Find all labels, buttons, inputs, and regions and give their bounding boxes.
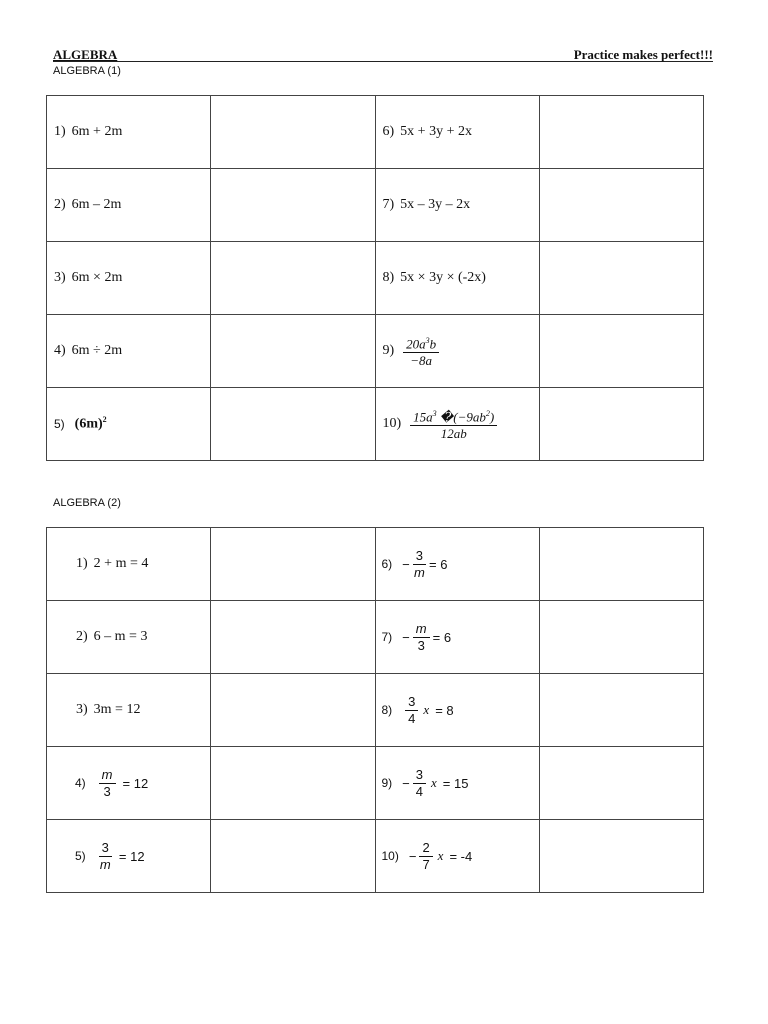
question-cell <box>47 528 211 601</box>
question-cell <box>375 388 539 461</box>
fraction-numerator: m <box>413 622 430 638</box>
question-number: 4) <box>75 776 86 790</box>
minus-sign: − <box>402 556 410 572</box>
fraction <box>410 407 497 441</box>
question-cell <box>375 96 539 169</box>
answer-cell[interactable] <box>539 388 703 461</box>
fraction-denominator: m <box>99 856 111 872</box>
exponent: 3 <box>425 335 430 345</box>
answer-cell[interactable] <box>539 315 703 388</box>
question-cell <box>47 315 211 388</box>
variable: x <box>437 848 444 863</box>
question-number: 1) <box>54 124 66 139</box>
equation-rhs: = 8 <box>435 702 454 718</box>
fraction <box>99 768 116 799</box>
question-number: 6) <box>381 557 393 571</box>
question-expression: 5x + 3y + 2x <box>400 124 472 139</box>
equation-rhs: = 6 <box>432 629 452 645</box>
answer-cell[interactable] <box>539 601 703 674</box>
equation-rhs: = 12 <box>118 848 145 864</box>
question-expression: 6 – m = 3 <box>93 629 148 644</box>
answer-cell[interactable] <box>539 96 703 169</box>
section-title-algebra-1: ALGEBRA (1) <box>53 65 121 77</box>
numerator-part: �(−9ab <box>436 409 486 425</box>
question-expression: 6m ÷ 2m <box>71 343 123 358</box>
answer-cell[interactable] <box>539 242 703 315</box>
answer-cell[interactable] <box>539 674 703 747</box>
exponent: 3 <box>432 408 437 418</box>
fraction <box>419 841 432 872</box>
question-number: 9) <box>382 342 395 358</box>
answer-cell[interactable] <box>539 169 703 242</box>
question-expression: 3m = 12 <box>93 702 141 717</box>
numerator-part: ) <box>489 409 495 425</box>
question-number: 10) <box>381 849 399 863</box>
fraction <box>413 622 430 653</box>
minus-sign: − <box>402 775 410 791</box>
exponent: 2 <box>485 408 490 418</box>
question-number: 8) <box>381 703 393 717</box>
question-cell <box>47 169 211 242</box>
question-number: 9) <box>381 776 393 790</box>
question-cell <box>375 315 539 388</box>
table-row <box>47 820 704 893</box>
question-number: 7) <box>381 630 393 644</box>
question-cell <box>47 747 211 820</box>
worksheet-table-2 <box>46 527 704 893</box>
table-row <box>47 169 704 242</box>
table-row <box>47 747 704 820</box>
answer-cell[interactable] <box>211 820 375 893</box>
fraction-denominator: m <box>413 564 425 580</box>
question-number: 1) <box>76 556 88 571</box>
answer-cell[interactable] <box>211 528 375 601</box>
question-expression: 6m × 2m <box>71 270 123 285</box>
answer-cell[interactable] <box>211 315 375 388</box>
page-motto: Practice makes perfect!!! <box>573 47 713 62</box>
table-row <box>47 242 704 315</box>
question-expression: 5x – 3y – 2x <box>400 197 471 212</box>
fraction-numerator: 3 <box>413 768 426 784</box>
fraction-numerator: 3 <box>413 549 426 565</box>
question-cell <box>375 242 539 315</box>
answer-cell[interactable] <box>211 169 375 242</box>
exponent: 2 <box>102 415 107 425</box>
question-number: 4) <box>54 343 66 358</box>
question-cell <box>375 528 539 601</box>
question-number: 7) <box>382 197 395 212</box>
question-cell <box>47 820 211 893</box>
fraction-denominator: 4 <box>408 710 416 726</box>
question-cell <box>375 674 539 747</box>
fraction <box>99 841 112 872</box>
numerator-part: 15a <box>413 409 433 425</box>
table-row <box>47 96 704 169</box>
table-row <box>47 601 704 674</box>
fraction-numerator: m <box>99 768 116 784</box>
variable: x <box>423 702 430 717</box>
table-row <box>47 388 704 461</box>
fraction-denominator: 12ab <box>440 426 467 442</box>
fraction-numerator: 2 <box>419 841 432 857</box>
question-expression <box>75 415 107 433</box>
answer-cell[interactable] <box>211 96 375 169</box>
fraction <box>413 549 426 580</box>
question-cell <box>47 96 211 169</box>
question-cell <box>375 601 539 674</box>
fraction-numerator: 3 <box>405 695 418 711</box>
answer-cell[interactable] <box>539 820 703 893</box>
question-number: 2) <box>54 197 66 212</box>
equation-rhs: = -4 <box>449 848 473 864</box>
question-cell <box>47 601 211 674</box>
fraction-denominator: −8a <box>410 353 433 369</box>
equation-rhs: = 15 <box>442 775 469 791</box>
fraction-denominator: 4 <box>415 783 423 799</box>
question-number: 10) <box>382 415 402 431</box>
question-expression: 6m + 2m <box>71 124 123 139</box>
question-expression: 2 + m = 4 <box>93 556 149 571</box>
answer-cell[interactable] <box>211 388 375 461</box>
fraction <box>403 334 439 368</box>
answer-cell[interactable] <box>211 747 375 820</box>
expression-base: (6m) <box>74 416 103 432</box>
question-number: 6) <box>382 124 395 139</box>
variable: x <box>431 775 437 790</box>
question-number: 5) <box>75 849 86 863</box>
question-expression: 5x × 3y × (-2x) <box>400 270 486 285</box>
fraction-numerator <box>410 407 497 426</box>
question-number: 3) <box>76 702 88 717</box>
equation-rhs: = 6 <box>429 556 448 572</box>
question-cell <box>47 242 211 315</box>
fraction-denominator: 7 <box>422 856 430 872</box>
minus-sign: − <box>408 848 417 864</box>
table-row <box>47 528 704 601</box>
numerator-part: 20a <box>406 336 426 352</box>
page-header <box>53 47 713 62</box>
question-expression: 6m – 2m <box>71 197 122 212</box>
fraction-denominator: 3 <box>103 783 111 799</box>
fraction <box>413 768 426 799</box>
answer-cell[interactable] <box>211 674 375 747</box>
question-number: 5) <box>54 417 65 431</box>
answer-cell[interactable] <box>539 528 703 601</box>
fraction-denominator: 3 <box>417 637 425 653</box>
fraction-numerator: 3 <box>99 841 112 857</box>
answer-cell[interactable] <box>211 242 375 315</box>
minus-sign: − <box>402 629 410 645</box>
question-cell <box>375 820 539 893</box>
page-title: ALGEBRA <box>53 47 118 62</box>
fraction <box>405 695 418 726</box>
question-cell <box>375 747 539 820</box>
question-cell <box>375 169 539 242</box>
question-number: 8) <box>382 270 395 285</box>
question-cell <box>47 388 211 461</box>
answer-cell[interactable] <box>211 601 375 674</box>
answer-cell[interactable] <box>539 747 703 820</box>
question-number: 3) <box>54 270 66 285</box>
question-cell <box>47 674 211 747</box>
equation-rhs: = 12 <box>122 775 149 791</box>
fraction-numerator <box>403 334 439 353</box>
question-number: 2) <box>76 629 88 644</box>
section-title-algebra-2: ALGEBRA (2) <box>53 497 121 509</box>
worksheet-table-1 <box>46 95 704 461</box>
numerator-part: b <box>429 336 437 352</box>
table-row <box>47 674 704 747</box>
table-row <box>47 315 704 388</box>
